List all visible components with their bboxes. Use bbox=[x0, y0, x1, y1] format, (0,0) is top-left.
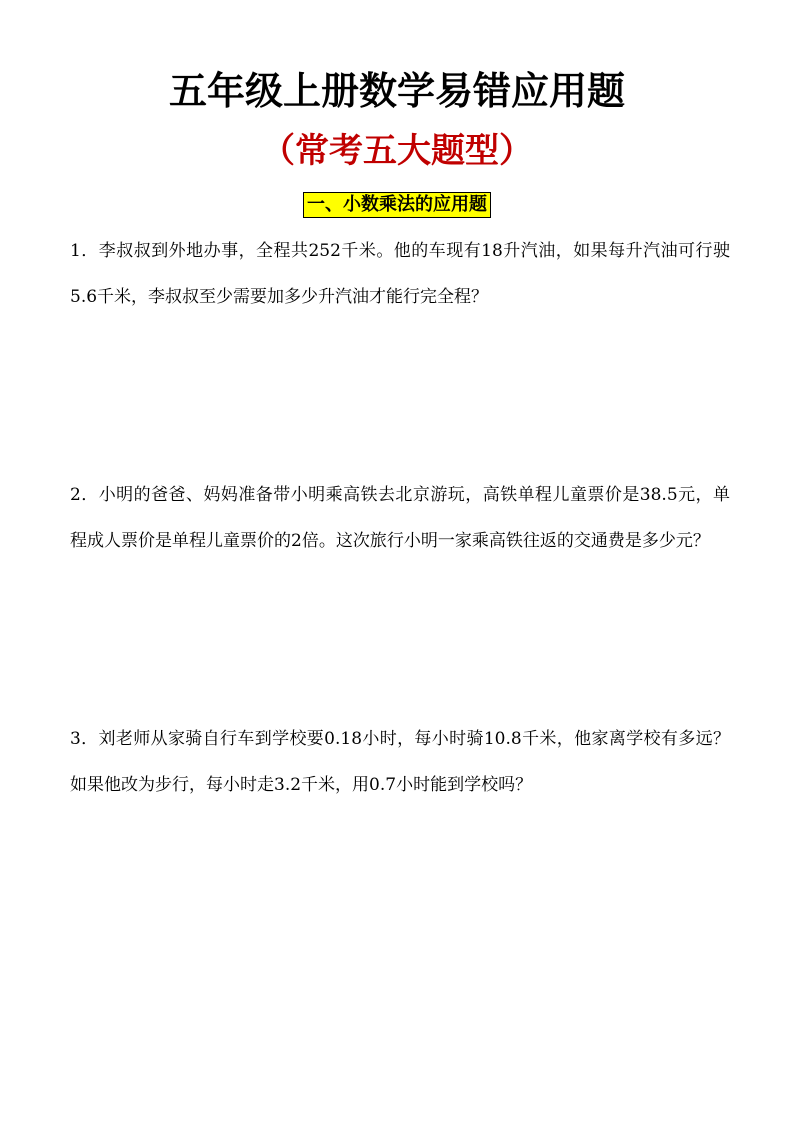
question-1: 1．李叔叔到外地办事，全程共252千米。他的车现有18升汽油，如果每升汽油可行驶5.6千米，李叔叔至少需要加多少升汽油才能行完全程？ bbox=[70, 241, 730, 307]
section-heading: 一、小数乘法的应用题 bbox=[303, 192, 491, 218]
page-title: 五年级上册数学易错应用题 bbox=[168, 69, 625, 113]
page-subtitle: （常考五大题型） bbox=[261, 131, 533, 171]
question-2: 2．小明的爸爸、妈妈准备带小明乘高铁去北京游玩，高铁单程儿童票价是38.5元，单程成人票价是单程儿童票价的2倍。这次旅行小明一家乘高铁往返的交通费是多少元？ bbox=[70, 485, 730, 551]
section-heading-container bbox=[0, 192, 794, 218]
question-3: 3．刘老师从家骑自行车到学校要0.18小时，每小时骑10.8千米，他家离学校有多远？如果他改为步行，每小时走3.2千米，用0.7小时能到学校吗？ bbox=[70, 729, 730, 795]
